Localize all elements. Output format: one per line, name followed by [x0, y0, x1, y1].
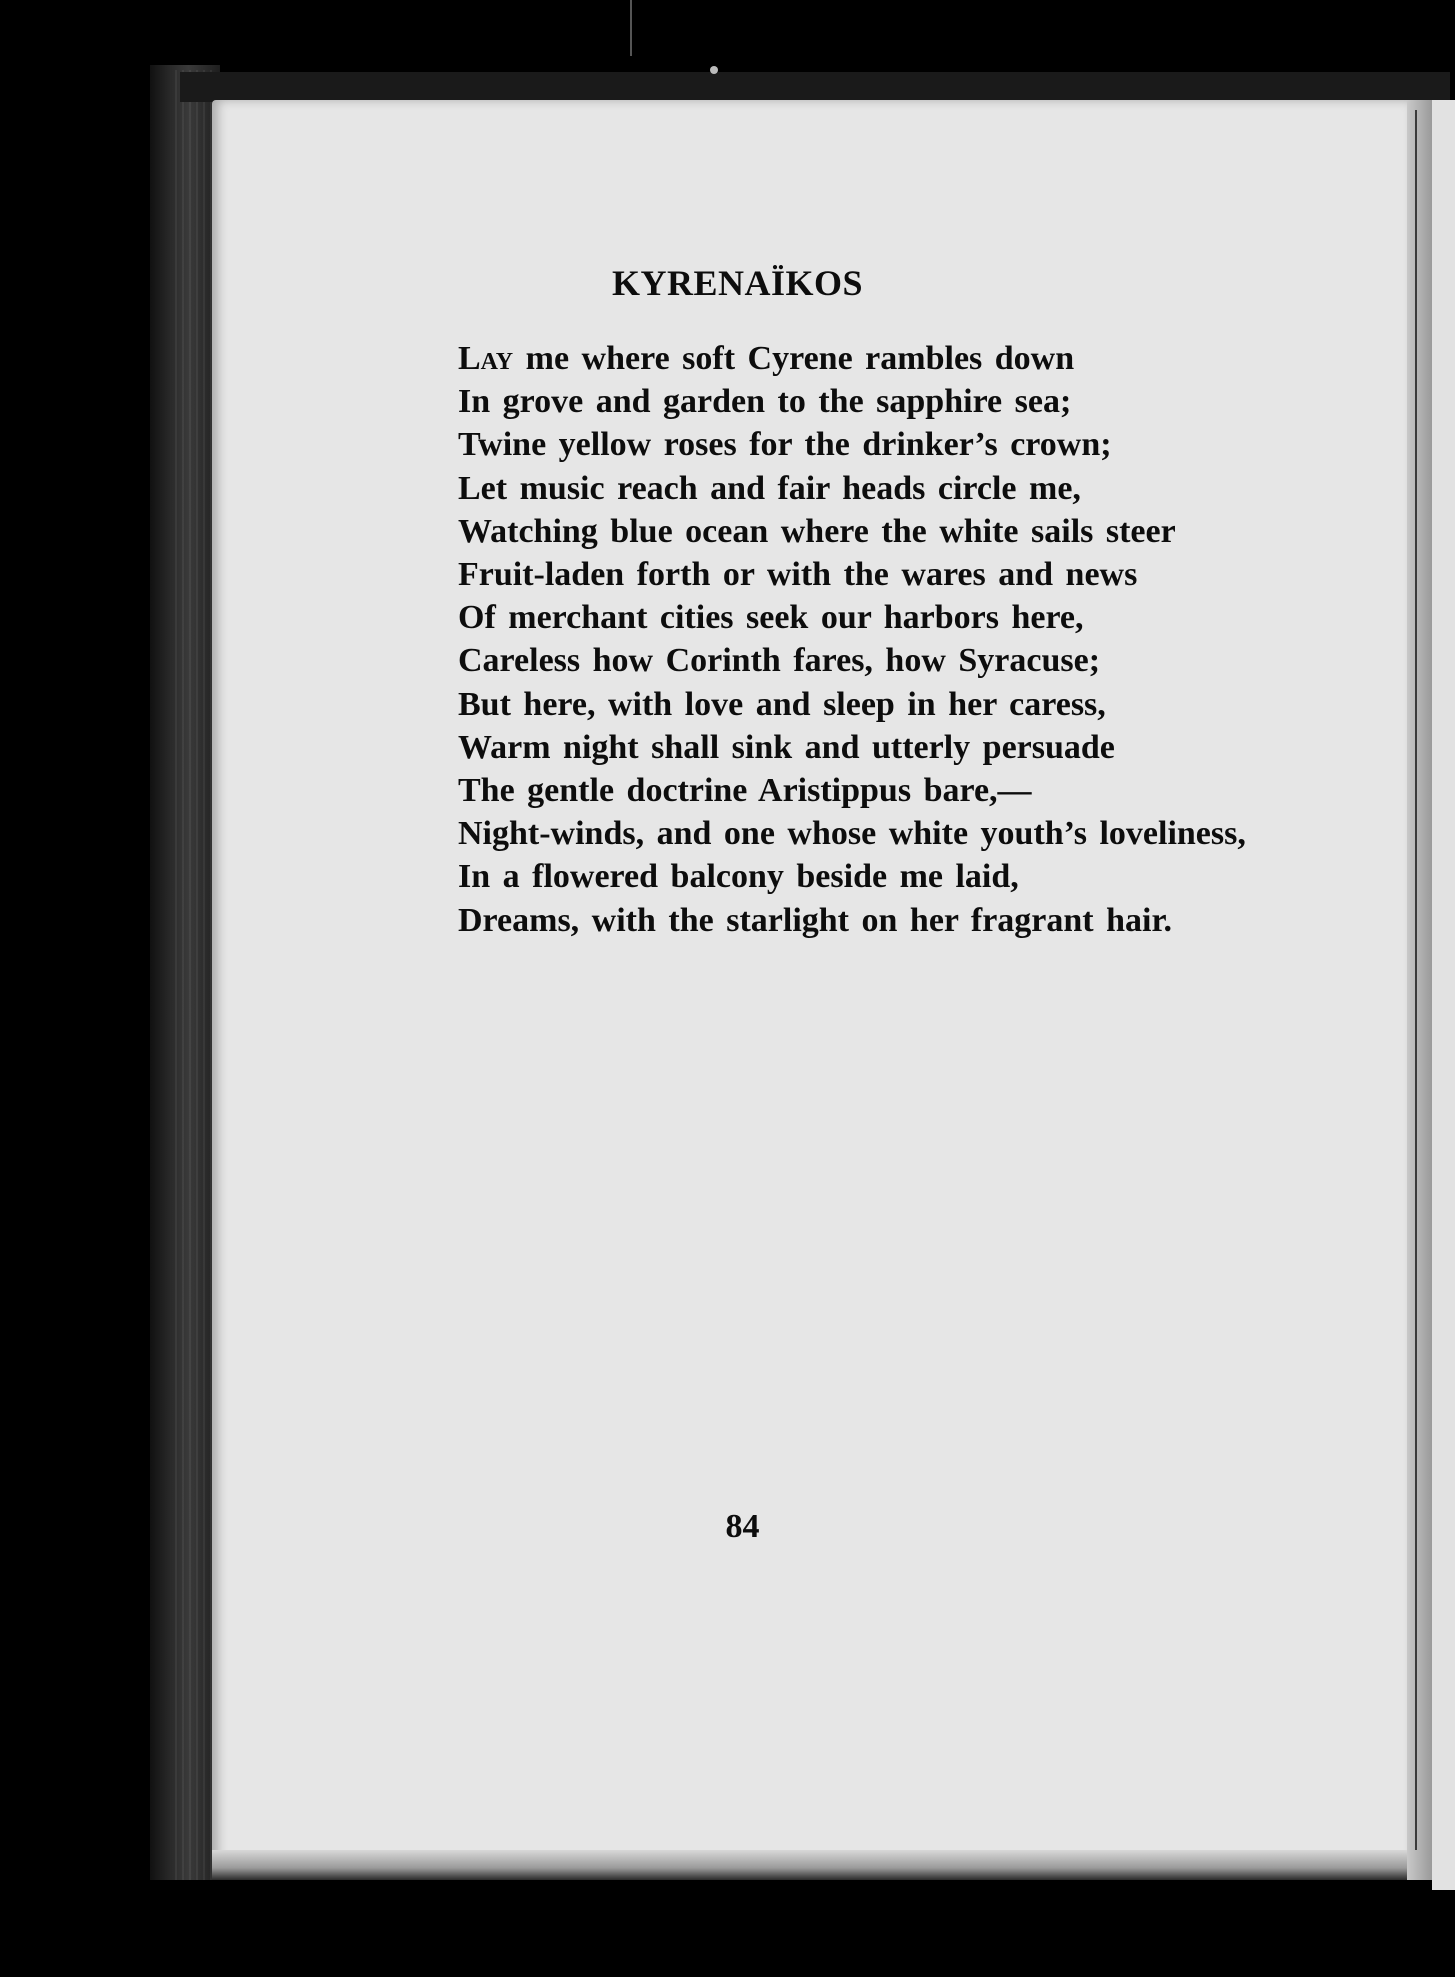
poem-line: But here, with love and sleep in her caress, [458, 685, 1106, 723]
cover-texture [175, 70, 215, 1880]
gutter-line [1415, 110, 1417, 1850]
poem-line: Careless how Corinth fares, how Syracuse; [458, 642, 1101, 680]
page-bottom-edge [212, 1850, 1407, 1880]
poem-line: Night-winds, and one whose white youth’s loveliness, [458, 815, 1246, 853]
page-number: 84 [725, 1508, 760, 1545]
poem-line: Fruit-laden forth or with the wares and news [458, 556, 1138, 594]
poem-line: Dreams, with the starlight on her fragrant hair. [458, 901, 1172, 939]
poem-line: Twine yellow roses for the drinker’s crown; [458, 426, 1112, 464]
poem-line: The gentle doctrine Aristippus bare,— [458, 772, 1032, 810]
poem-title: KYRENAÏKOS [611, 263, 864, 303]
poem-line: Let music reach and fair heads circle me, [458, 469, 1081, 507]
poem-line: Warm night shall sink and utterly persuade [458, 728, 1115, 766]
poem-body [458, 337, 1378, 942]
facing-page-edge [1432, 100, 1455, 1890]
poem-line: Watching blue ocean where the white sails steer [458, 512, 1176, 550]
poem-line: In a flowered balcony beside me laid, [458, 858, 1019, 896]
poem-line: Of merchant cities seek our harbors here, [458, 599, 1084, 637]
scan-artifact-mark [630, 0, 640, 56]
first-line-rest: me where soft Cyrene rambles down [513, 340, 1075, 377]
cover-top-edge [180, 72, 1450, 102]
scan-artifact-dot [710, 66, 718, 74]
poem-line [458, 337, 1378, 380]
first-word-small-caps: Lay [458, 340, 514, 377]
page-gutter [1407, 100, 1432, 1880]
poem-line: In grove and garden to the sapphire sea; [458, 383, 1072, 421]
